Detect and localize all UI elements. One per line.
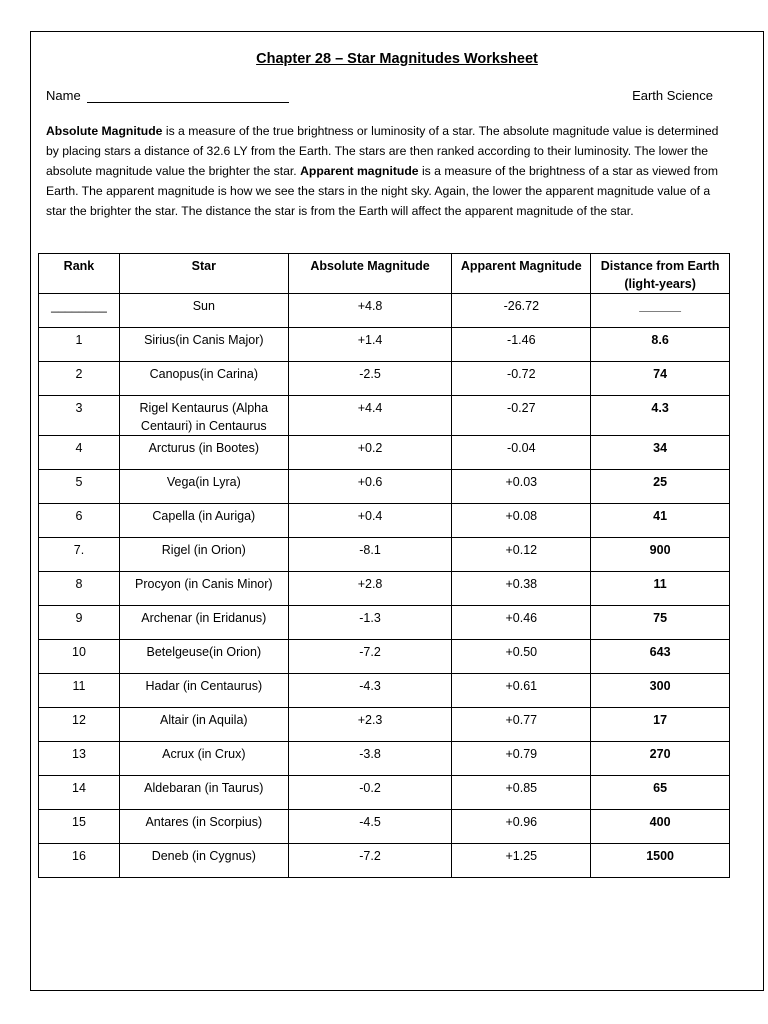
header-apparent-magnitude: Apparent Magnitude — [452, 254, 591, 294]
table-row — [39, 742, 730, 776]
absolute-magnitude-cell: -7.2 — [288, 640, 452, 674]
table-row — [39, 844, 730, 878]
rank-cell: 9 — [39, 606, 120, 640]
table-row — [39, 470, 730, 504]
distance-cell: 900 — [591, 538, 730, 572]
distance-cell: 300 — [591, 674, 730, 708]
header-star: Star — [119, 254, 288, 294]
rank-cell: 12 — [39, 708, 120, 742]
star-cell: Antares (in Scorpius) — [119, 810, 288, 844]
star-cell: Hadar (in Centaurus) — [119, 674, 288, 708]
absolute-magnitude-cell: -4.3 — [288, 674, 452, 708]
distance-cell: 75 — [591, 606, 730, 640]
distance-cell: 4.3 — [591, 396, 730, 436]
apparent-magnitude-cell: -0.72 — [452, 362, 591, 396]
worksheet-page — [30, 31, 764, 991]
apparent-magnitude-cell: +0.61 — [452, 674, 591, 708]
rank-cell: 11 — [39, 674, 120, 708]
rank-cell: 3 — [39, 396, 120, 436]
table-row — [39, 810, 730, 844]
distance-cell: 65 — [591, 776, 730, 810]
distance-cell: 41 — [591, 504, 730, 538]
apparent-magnitude-cell: -26.72 — [452, 294, 591, 328]
header-distance: Distance from Earth (light-years) — [591, 254, 730, 294]
apparent-magnitude-cell: +0.50 — [452, 640, 591, 674]
table-row — [39, 396, 730, 436]
apparent-magnitude-cell: +0.77 — [452, 708, 591, 742]
rank-cell: 5 — [39, 470, 120, 504]
absolute-magnitude-cell: -2.5 — [288, 362, 452, 396]
rank-cell: ________ — [39, 294, 120, 328]
star-magnitudes-table — [38, 253, 730, 878]
star-cell: Capella (in Auriga) — [119, 504, 288, 538]
header-absolute-magnitude: Absolute Magnitude — [288, 254, 452, 294]
distance-cell: 270 — [591, 742, 730, 776]
distance-cell: 643 — [591, 640, 730, 674]
header-row — [46, 88, 713, 103]
star-cell: Arcturus (in Bootes) — [119, 436, 288, 470]
name-blank-line[interactable] — [87, 89, 289, 103]
table-row — [39, 640, 730, 674]
absolute-magnitude-cell: +1.4 — [288, 328, 452, 362]
rank-cell: 2 — [39, 362, 120, 396]
distance-cell: 34 — [591, 436, 730, 470]
star-cell: Canopus(in Carina) — [119, 362, 288, 396]
rank-cell: 10 — [39, 640, 120, 674]
distance-cell: 25 — [591, 470, 730, 504]
absolute-magnitude-term: Absolute Magnitude — [46, 124, 163, 138]
apparent-magnitude-term: Apparent magnitude — [300, 164, 419, 178]
star-cell: Vega(in Lyra) — [119, 470, 288, 504]
apparent-magnitude-cell: +1.25 — [452, 844, 591, 878]
table-row — [39, 572, 730, 606]
apparent-magnitude-cell: +0.38 — [452, 572, 591, 606]
apparent-magnitude-cell: +0.79 — [452, 742, 591, 776]
absolute-magnitude-cell: -1.3 — [288, 606, 452, 640]
star-cell: Archenar (in Eridanus) — [119, 606, 288, 640]
star-cell: Betelgeuse(in Orion) — [119, 640, 288, 674]
star-cell: Deneb (in Cygnus) — [119, 844, 288, 878]
table-row — [39, 538, 730, 572]
apparent-magnitude-cell: +0.46 — [452, 606, 591, 640]
rank-cell: 7. — [39, 538, 120, 572]
page-title: Chapter 28 – Star Magnitudes Worksheet — [256, 51, 538, 67]
apparent-magnitude-cell: +0.85 — [452, 776, 591, 810]
distance-cell: 400 — [591, 810, 730, 844]
table-row — [39, 436, 730, 470]
absolute-magnitude-cell: +4.4 — [288, 396, 452, 436]
apparent-magnitude-cell: -0.27 — [452, 396, 591, 436]
absolute-magnitude-cell: +0.2 — [288, 436, 452, 470]
header-rank: Rank — [39, 254, 120, 294]
table-row — [39, 708, 730, 742]
absolute-magnitude-cell: +2.8 — [288, 572, 452, 606]
star-cell: Acrux (in Crux) — [119, 742, 288, 776]
absolute-magnitude-cell: +0.4 — [288, 504, 452, 538]
absolute-magnitude-cell: -0.2 — [288, 776, 452, 810]
table-row — [39, 362, 730, 396]
table-row — [39, 328, 730, 362]
star-cell: Altair (in Aquila) — [119, 708, 288, 742]
absolute-magnitude-cell: +4.8 — [288, 294, 452, 328]
name-label: Name — [46, 88, 81, 103]
name-field — [46, 88, 289, 103]
star-cell: Aldebaran (in Taurus) — [119, 776, 288, 810]
apparent-magnitude-cell: +0.03 — [452, 470, 591, 504]
table-row — [39, 606, 730, 640]
rank-cell: 15 — [39, 810, 120, 844]
rank-cell: 13 — [39, 742, 120, 776]
distance-cell: 17 — [591, 708, 730, 742]
rank-cell: 8 — [39, 572, 120, 606]
rank-cell: 6 — [39, 504, 120, 538]
star-cell: Sirius(in Canis Major) — [119, 328, 288, 362]
absolute-magnitude-cell: -7.2 — [288, 844, 452, 878]
rank-cell: 14 — [39, 776, 120, 810]
table-row — [39, 294, 730, 328]
absolute-magnitude-cell: -8.1 — [288, 538, 452, 572]
table-body — [39, 294, 730, 878]
absolute-magnitude-cell: -4.5 — [288, 810, 452, 844]
table-header-row — [39, 254, 730, 294]
apparent-magnitude-cell: -0.04 — [452, 436, 591, 470]
star-cell: Rigel Kentaurus (Alpha Centauri) in Centaurus — [119, 396, 288, 436]
star-cell: Sun — [119, 294, 288, 328]
distance-cell: 74 — [591, 362, 730, 396]
apparent-magnitude-cell: +0.12 — [452, 538, 591, 572]
apparent-magnitude-cell: +0.08 — [452, 504, 591, 538]
apparent-magnitude-cell: -1.46 — [452, 328, 591, 362]
distance-cell: 11 — [591, 572, 730, 606]
star-cell: Procyon (in Canis Minor) — [119, 572, 288, 606]
table-row — [39, 504, 730, 538]
intro-paragraph — [46, 121, 726, 221]
table-row — [39, 674, 730, 708]
distance-cell: 1500 — [591, 844, 730, 878]
table-row — [39, 776, 730, 810]
distance-cell: 8.6 — [591, 328, 730, 362]
distance-cell: ______ — [591, 294, 730, 328]
absolute-magnitude-cell: +0.6 — [288, 470, 452, 504]
apparent-magnitude-cell: +0.96 — [452, 810, 591, 844]
course-label: Earth Science — [632, 88, 713, 103]
rank-cell: 16 — [39, 844, 120, 878]
absolute-magnitude-text: is a measure of the true brightness or luminosity of a star. The absolute magnitude value is determined by placing stars a distance of 32.6 LY from the Earth. The stars are then ranked according to their luminosity. The lower the absolute magnitude value the brighter the star. — [46, 124, 719, 178]
rank-cell: 4 — [39, 436, 120, 470]
apparent-magnitude-text: is a measure of the brightness of a star as viewed from Earth. The apparent magnitude is how we see the stars in the night sky. Again, the lower the apparent magnitude value of a star the brighter the star. The distance the star is from the Earth will affect the apparent magnitude of the star. — [46, 164, 718, 218]
absolute-magnitude-cell: +2.3 — [288, 708, 452, 742]
absolute-magnitude-cell: -3.8 — [288, 742, 452, 776]
star-cell: Rigel (in Orion) — [119, 538, 288, 572]
rank-cell: 1 — [39, 328, 120, 362]
